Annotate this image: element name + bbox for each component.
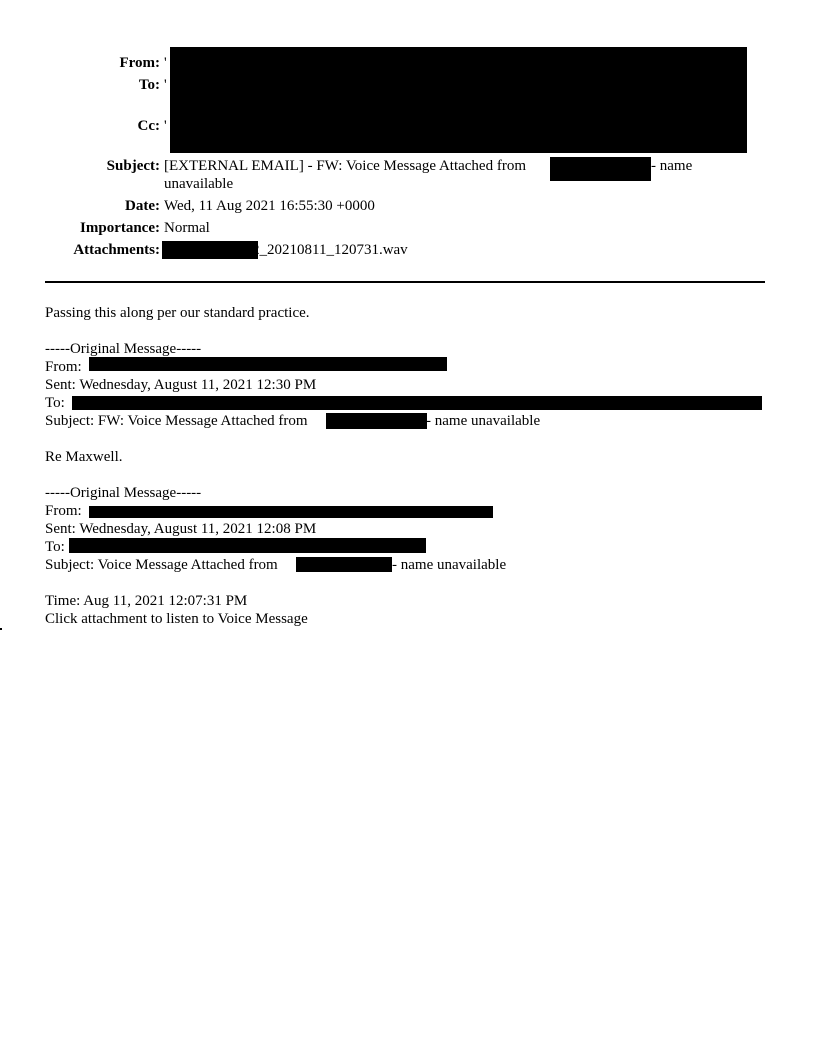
attachments-label: Attachments: [73, 242, 160, 258]
message2-subject-suffix: - name unavailable [392, 557, 507, 573]
message2-separator: -----Original Message----- [45, 485, 202, 501]
cc-value: ' [164, 118, 167, 134]
message1-separator: -----Original Message----- [45, 341, 202, 357]
importance-label: Importance: [80, 220, 160, 236]
margin-mark [0, 628, 2, 630]
date-label: Date: [125, 198, 160, 214]
message1-subject-prefix: Subject: FW: Voice Message Attached from [45, 413, 308, 429]
subject-label: Subject: [106, 158, 160, 174]
reply-text: Re Maxwell. [45, 449, 123, 465]
time-line: Time: Aug 11, 2021 12:07:31 PM [45, 593, 248, 609]
message1-subject-redaction [326, 413, 427, 429]
intro-text: Passing this along per our standard practice. [45, 305, 310, 321]
message2-subject-prefix: Subject: Voice Message Attached from [45, 557, 278, 573]
subject-line-1 [164, 157, 526, 175]
subject-suffix: - name [651, 158, 693, 174]
message2-from-label: From: [45, 503, 82, 519]
from-value: ' [164, 55, 167, 71]
to-value: ' [164, 77, 167, 93]
message1-to-label: To: [45, 395, 65, 411]
message2-from-redaction [89, 506, 493, 518]
message2-to-redaction [69, 538, 426, 553]
importance-value: Normal [164, 220, 210, 236]
subject-line-2: unavailable [164, 176, 234, 192]
subject-redaction [550, 157, 651, 181]
cc-label: Cc: [137, 118, 160, 134]
header-redaction [170, 47, 747, 153]
message2-to-label: To: [45, 539, 65, 555]
message1-sent: Sent: Wednesday, August 11, 2021 12:30 PM [45, 377, 317, 393]
message1-subject-suffix: - name unavailable [426, 413, 541, 429]
to-label: To: [138, 77, 160, 93]
attachment-filename[interactable]: 2_20210811_120731.wav [252, 242, 408, 258]
message1-to-redaction [72, 396, 762, 410]
from-label: From: [119, 55, 160, 71]
header-divider [45, 281, 765, 283]
attachment-redaction [162, 241, 258, 259]
date-value: Wed, 11 Aug 2021 16:55:30 +0000 [164, 198, 375, 214]
message2-sent: Sent: Wednesday, August 11, 2021 12:08 PM [45, 521, 317, 537]
subject-prefix: [EXTERNAL EMAIL] - FW: Voice Message Attached from [164, 158, 526, 174]
message2-subject-redaction [296, 557, 392, 572]
message1-from-label: From: [45, 359, 82, 375]
message1-from-redaction [89, 357, 447, 371]
instruction-line: Click attachment to listen to Voice Message [45, 611, 308, 627]
